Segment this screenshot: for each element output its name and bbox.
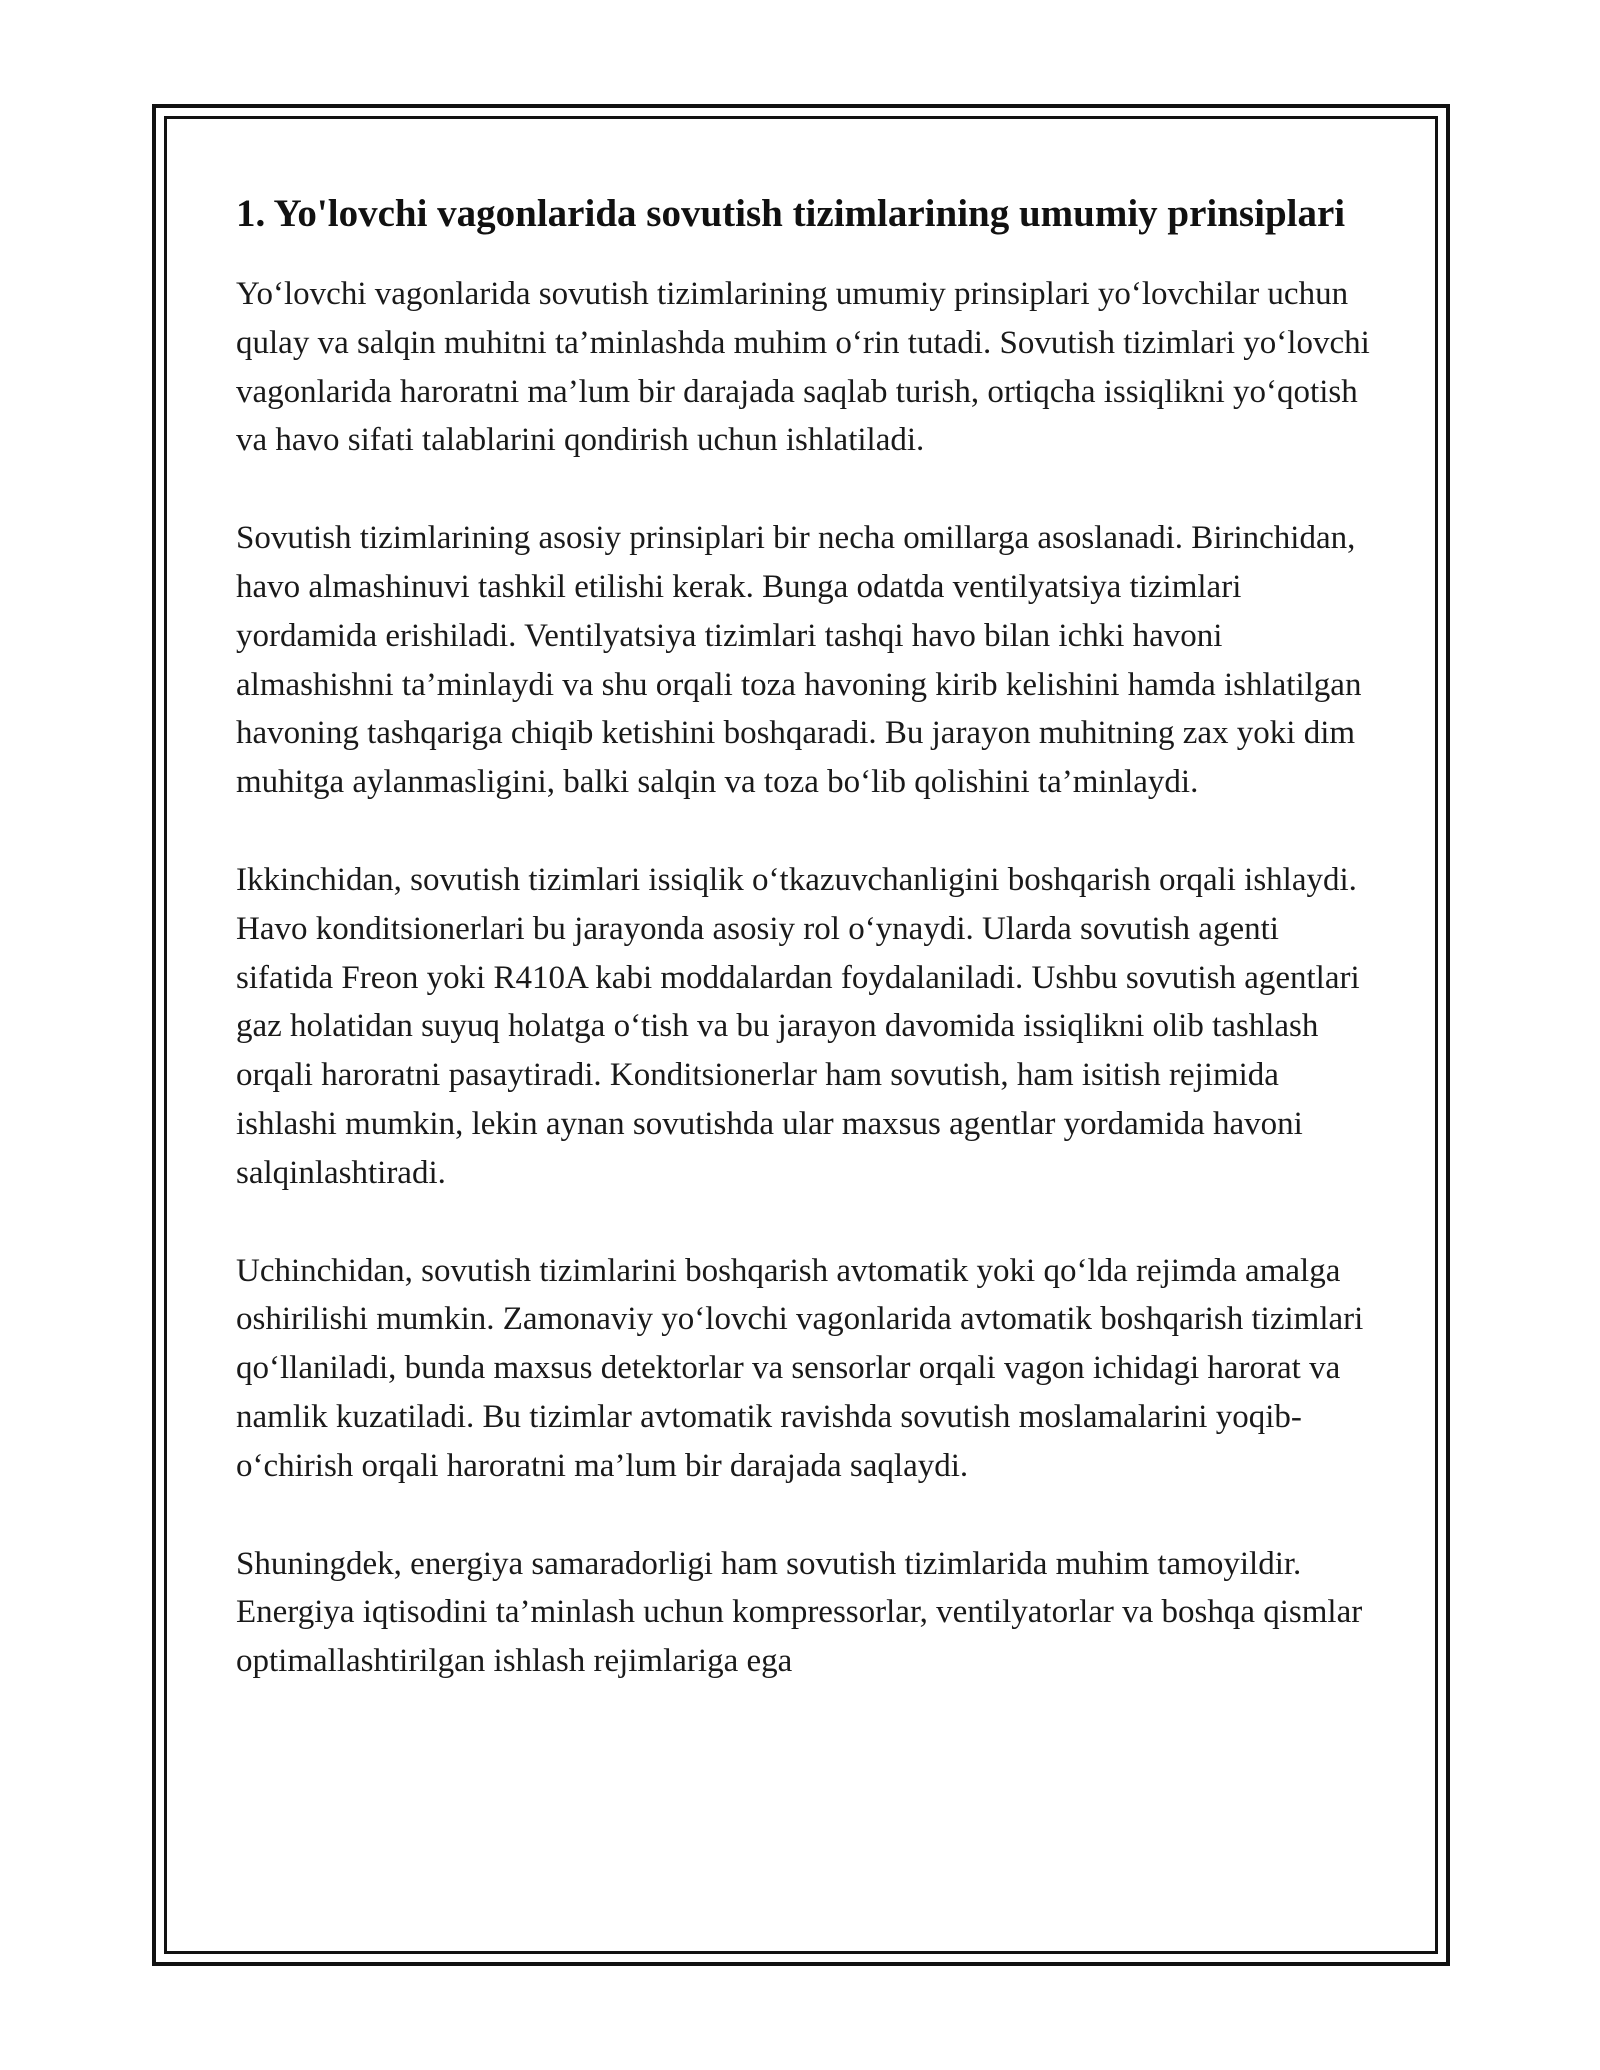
section-heading: 1. Yo'lovchi vagonlarida sovutish tizimlarining umumiy prinsiplari	[236, 192, 1346, 235]
document-body	[236, 186, 1376, 1686]
paragraph-intro: Yo‘lovchi vagonlarida sovutish tizimlarining umumiy prinsiplari yo‘lovchilar uchun qulay va salqin muhitni ta’minlashda muhim o‘rin tutadi. Sovutish tizimlari yo‘lovchi vagonlarida haroratni ma’lum bir darajada saqlab turish, ortiqcha issiqlikni yo‘qotish va havo sifati talablarini qondirish uchun ishlatiladi.	[236, 276, 1370, 459]
paragraph-control: Uchinchidan, sovutish tizimlarini boshqarish avtomatik yoki qo‘lda rejimda amalga oshirilishi mumkin. Zamonaviy yo‘lovchi vagonlarida avtomatik boshqarish tizimlari qo‘llaniladi, bunda maxsus detektorlar va sensorlar orqali vagon ichidagi harorat va namlik kuzatiladi. Bu tizimlar avtomatik ravishda sovutish moslamalarini yoqib-o‘chirish orqali haroratni ma’lum bir darajada saqlaydi.	[236, 1252, 1364, 1484]
paragraph-heat-transfer: Ikkinchidan, sovutish tizimlari issiqlik o‘tkazuvchanligini boshqarish orqali ishlaydi. Havo konditsionerlari bu jarayonda asosiy rol o‘ynaydi. Ularda sovutish agenti sifatida Freon yoki R410A kabi moddalardan foydalaniladi. Ushbu sovutish agentlari gaz holatidan suyuq holatga o‘tish va bu jarayon davomida issiqlikni olib tashlash orqali haroratni pasaytiradi. Konditsionerlar ham sovutish, ham isitish rejimida ishlashi mumkin, lekin aynan sovutishda ular maxsus agentlar yordamida havoni salqinlashtiradi.	[236, 861, 1360, 1191]
paragraph-air-exchange: Sovutish tizimlarining asosiy prinsiplari bir necha omillarga asoslanadi. Birinchidan, havo almashinuvi tashkil etilishi kerak. Bunga odatda ventilyatsiya tizimlari yordamida erishiladi. Ventilyatsiya tizimlari tashqi havo bilan ichki havoni almashishni ta’minlaydi va shu orqali toza havoning kirib kelishini hamda ishlatilgan havoning tashqariga chiqib ketishini boshqaradi. Bu jarayon muhitning zax yoki dim muhitga aylanmasligini, balki salqin va toza bo‘lib qolishini ta’minlaydi.	[236, 520, 1362, 801]
paragraph-energy: Shuningdek, energiya samaradorligi ham sovutish tizimlarida muhim tamoyildir. Energiya iqtisodini ta’minlash uchun kompressorlar, ventilyatorlar va boshqa qismlar optimallashtirilgan ishlash rejimlariga ega	[236, 1545, 1363, 1680]
